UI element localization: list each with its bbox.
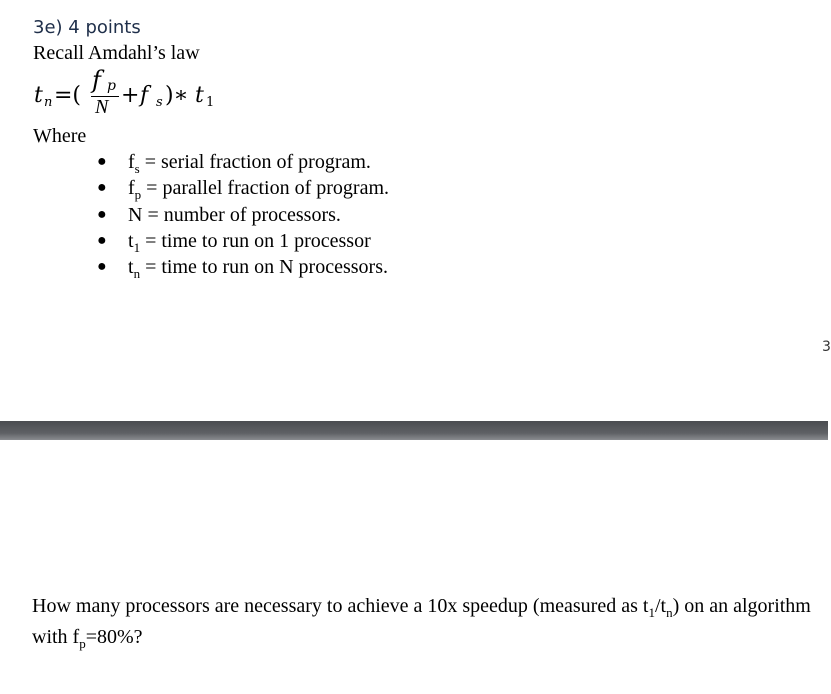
formula-equals-open: =( — [54, 83, 82, 108]
formula-fs-f: f — [140, 83, 149, 108]
page-divider — [0, 421, 828, 440]
formula-plus: + — [121, 83, 140, 108]
where-label: Where — [33, 125, 87, 147]
amdahl-formula — [31, 66, 291, 122]
formula-t1-sub: 1 — [206, 95, 215, 110]
formula-sub-n: n — [44, 95, 53, 110]
bullet-icon: ● — [97, 179, 107, 197]
formula-t1-t: t — [195, 83, 204, 108]
bullet-icon: ● — [97, 231, 107, 249]
question-text: How many processors are necessary to achieve a 10x speedup (measured as $t_1/t_n$) on an algorithm with $f_p=80\%$? — [32, 595, 811, 651]
definition-item: ● $f_s$ = serial fraction of program. — [97, 151, 371, 176]
bullet-icon: ● — [97, 205, 107, 223]
definition-item: ● $t_n$ = time to run on N processors. — [97, 256, 388, 282]
formula-frac-sub-p: p — [107, 78, 116, 94]
formula-close-times: )∗ — [165, 83, 189, 108]
question-label: 3e) 4 points — [33, 17, 141, 38]
formula-frac-f: f — [92, 66, 101, 94]
definition-list — [97, 149, 389, 280]
definition-item: ● $t_1$ = time to run on 1 processor — [97, 229, 371, 255]
clipped-edge-glyph: 3 — [822, 339, 831, 355]
formula-t-lhs: t — [34, 83, 43, 108]
definition-item: ● $f_p$ = parallel fraction of program. — [97, 177, 390, 203]
bullet-icon: ● — [97, 153, 107, 170]
intro-text: Recall Amdahl’s law — [33, 42, 200, 64]
definition-item: ● N = number of processors. — [97, 203, 341, 226]
formula-frac-N: N — [95, 96, 109, 118]
formula-fs-sub: s — [156, 95, 163, 110]
bullet-icon: ● — [97, 258, 107, 276]
